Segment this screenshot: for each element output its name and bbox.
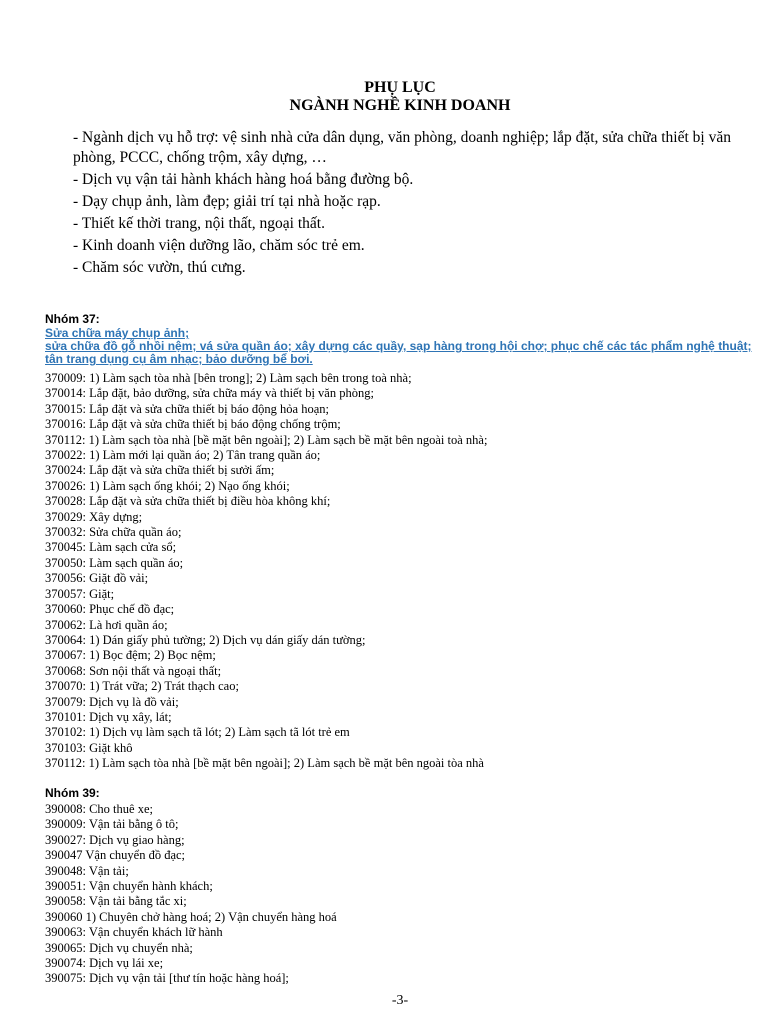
list-item: 370045: Làm sạch cửa sổ; (45, 540, 177, 555)
list-item: 390048: Vận tải; (45, 863, 129, 878)
page-number: -3- (391, 993, 409, 1008)
list-item: 370028: Lắp đặt và sửa chữa thiết bị điều hòa không khí; (45, 494, 331, 509)
list-item: 370056: Giặt đồ vải; (45, 571, 149, 586)
list-item: 390060 1) Chuyên chở hàng hoá; 2) Vận chuyển hàng hoá (45, 909, 337, 924)
list-item: 370103: Giặt khô (45, 740, 133, 755)
list-item: 370029: Xây dựng; (45, 509, 143, 524)
list-item: 390063: Vận chuyển khách lữ hành (45, 925, 223, 940)
intro-item: - Dạy chụp ảnh, làm đẹp; giải trí tại nhà hoặc rạp. (73, 193, 381, 210)
list-item: 390065: Dịch vụ chuyển nhà; (45, 940, 193, 955)
list-item: 370015: Lắp đặt và sửa chữa thiết bị báo động hỏa hoạn; (45, 401, 329, 416)
link-furniture-repair[interactable]: sửa chữa đồ gỗ nhồi nệm; vá sửa quần áo; xây dựng các quầy, sạp hàng trong hội chợ; phục chế các tác phẩm nghệ thuật; tân trang dụng cụ âm nhạc; bảo dưỡng bể bơi. (45, 339, 752, 366)
list-item: 370101: Dịch vụ xây, lát; (45, 709, 172, 724)
group-39-heading: Nhóm 39: (45, 786, 100, 800)
list-item: 370032: Sửa chữa quần áo; (45, 525, 182, 540)
list-item: 390051: Vận chuyển hành khách; (45, 879, 213, 894)
list-item: 370112: 1) Làm sạch tòa nhà [bề mặt bên ngoài]; 2) Làm sạch bề mặt bên ngoài tòa nhà (45, 756, 484, 771)
list-item: 370079: Dịch vụ là đồ vải; (45, 694, 179, 709)
list-item: 370050: Làm sạch quần áo; (45, 555, 184, 570)
list-item: 370060: Phục chế đồ đạc; (45, 602, 175, 617)
intro-item: - Chăm sóc vườn, thú cưng. (73, 259, 246, 276)
intro-item: - Dịch vụ vận tải hành khách hàng hoá bằng đường bộ. (73, 171, 414, 188)
list-item: 390058: Vận tải bằng tắc xi; (45, 894, 187, 909)
link-camera-repair[interactable]: Sửa chữa máy chụp ảnh; (45, 326, 190, 340)
list-item: 370102: 1) Dịch vụ làm sạch tã lót; 2) Làm sạch tã lót trẻ em (45, 725, 350, 740)
list-item: 390027: Dịch vụ giao hàng; (45, 832, 185, 847)
intro-list (73, 128, 733, 280)
appendix-title: PHỤ LỤC (364, 79, 436, 96)
list-item: 370016: Lắp đặt và sửa chữa thiết bị báo động chống trộm; (45, 417, 341, 432)
list-item: 370067: 1) Bọc đệm; 2) Bọc nệm; (45, 648, 216, 663)
intro-item: - Ngành dịch vụ hỗ trợ: vệ sinh nhà cửa dân dụng, văn phòng, doanh nghiệp; lắp đặt, sửa chữa thiết bị văn phòng, PCCC, chống trộm, xây dựng, … (73, 129, 731, 166)
group-39-list (45, 802, 745, 987)
list-item: 370064: 1) Dán giấy phủ tường; 2) Dịch vụ dán giấy dán tường; (45, 632, 366, 647)
list-item: 370070: 1) Trát vữa; 2) Trát thạch cao; (45, 679, 239, 694)
list-item: 370062: Là hơi quần áo; (45, 617, 168, 632)
list-item: 370057: Giặt; (45, 586, 115, 601)
intro-item: - Kinh doanh viện dưỡng lão, chăm sóc trẻ em. (73, 237, 365, 254)
list-item: 390075: Dịch vụ vận tải [thư tín hoặc hàng hoá]; (45, 971, 289, 986)
business-lines-title: NGÀNH NGHỀ KINH DOANH (289, 97, 511, 114)
intro-item: - Thiết kế thời trang, nội thất, ngoại thất. (73, 215, 325, 232)
group-37-heading: Nhóm 37: (45, 312, 100, 326)
list-item: 370068: Sơn nội thất và ngoại thất; (45, 663, 222, 678)
list-item: 390074: Dịch vụ lái xe; (45, 956, 164, 971)
list-item: 370009: 1) Làm sạch tòa nhà [bên trong]; 2) Làm sạch bên trong toà nhà; (45, 371, 412, 385)
list-item: 390008: Cho thuê xe; (45, 802, 153, 816)
list-item: 390047 Vận chuyển đồ đạc; (45, 848, 186, 863)
group-37-links (45, 327, 760, 366)
list-item: 370014: Lắp đặt, bảo dưỡng, sửa chữa máy và thiết bị văn phòng; (45, 386, 374, 401)
list-item: 390009: Vận tải bằng ô tô; (45, 817, 179, 832)
group-37-list (45, 371, 745, 772)
list-item: 370022: 1) Làm mới lại quần áo; 2) Tân trang quần áo; (45, 448, 321, 463)
list-item: 370112: 1) Làm sạch tòa nhà [bề mặt bên ngoài]; 2) Làm sạch bề mặt bên ngoài toà nhà; (45, 432, 488, 447)
list-item: 370026: 1) Làm sạch ống khói; 2) Nạo ống khói; (45, 478, 290, 493)
list-item: 370024: Lắp đặt và sửa chữa thiết bị sưởi ấm; (45, 463, 275, 478)
